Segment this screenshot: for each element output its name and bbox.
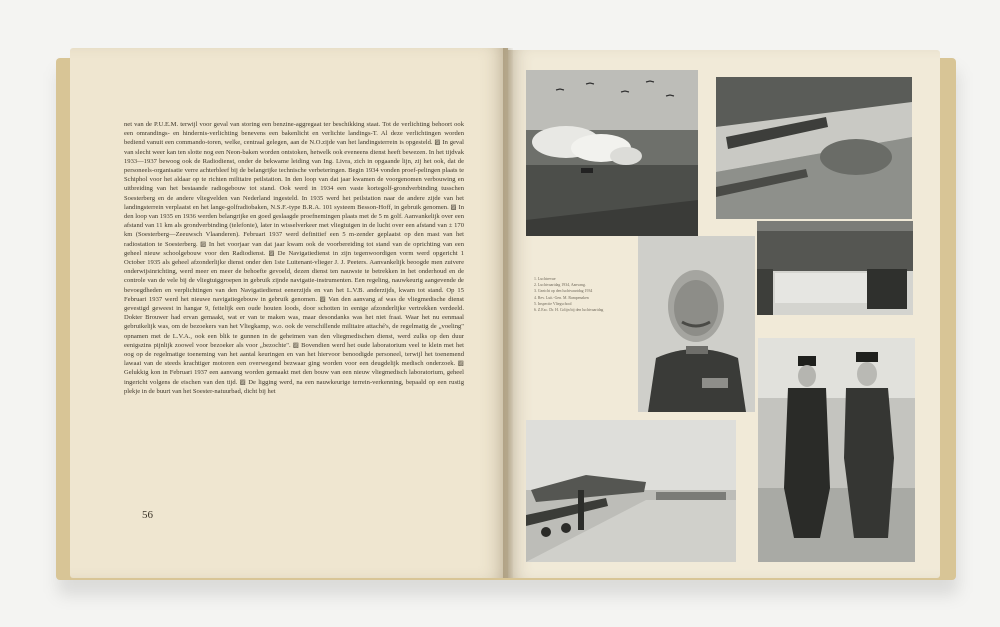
caption-item: 2. Luchtvaartdag 1934, Aanvang. — [534, 283, 586, 288]
photo-portrait-general — [638, 236, 755, 412]
left-page-text: net van de P.U.E.M. terwijl voor geval van storing een benzine-aggregaat ter beschikking staat. Tot de verlichting behoort ook een omrandings- en hindernis-verlichting benevens een bakenlicht en verlichte landings-T. Al deze verlichtingen worden bediend vanuit een commando-toren, welke, centraal gelegen, aan de N.O.zijde van het landingsterrein is opgesteld. ▨ In geval van slecht weer kan ten slotte nog een Neon-baken worden ontstoken, hetwelk ook eveneens dienst heeft bewezen. In het tijdvak 1933—1937 bewoog ook de Radiodienst, onder de bekwame leiding van Ing. Livra, zich in opgaande lijn, zij het ook, dat de personeels-organisatie verre achterbleef bij de belangrijke technische verbeteringen. Begin 1934 vonden proef-pelingen plaats te Schiphol voor het aldaar op te richten militaire peilstation. In den loop van dat jaar kwamen de voorgenomen verbouwing en uitbreiding van het bestaande radiogebouw tot stand. Ook werd in 1934 een vaste kortegolf-grondverbinding tusschen Soesterberg en de andere vliegvelden van Nederland ingesteld. In 1935 werd het peilstation naar de andere zijde van het landingsterrein verplaatst en het lange-golfradiobaken, N.S.F.-type B.R.A. 101 systeem Besson-Hoff, in gebruik genomen. ▨ In den loop van 1935 en 1936 werden belangrijke en goed geslaagde proefnemingen plaats met de 5 m golf. Aanvankelijk over een afstand van 11 km als grondverbinding (telefonie), later in wisselverkeer met vliegtuigen in de lucht over een afstand van ± 170 km (Soesterberg—Zeeuwsch Vlaanderen). Februari 1937 werd definitief een 5 m-zender geplaatst op den mast van het radiostation te Soesterberg. ▨ In het voorjaar van dat jaar kwam ook de voorbereiding tot stand van de oprichting van een geheel nieuw schoolgebouw voor den Radiodienst. ▨ De Navigatiedienst in zijn tegenwoordigen vorm werd opgericht 1 October 1935 als geheel afzonderlijke dienst onder den 1ste Luitenant-vlieger J. J. Peeters. Aanvankelijk beoogde men zuivere onderwijsinrichting, werd meer en meer de behoefte gevoeld, dezen dienst ten nauwste te betrekken in het onderhoud en de controle van de vele bij de vliegtuiggroepen in gebruik zijnde navigatie-instrumenten. Een regeling, nauwkeurig aangevende de bevoegdheden en verplichtingen van den Navigatiedienst eenerzijds en van het L.V.B. anderzijds, kwam tot stand. Op 15 Februari 1937 werd het nieuwe navigatiegebouw in gebruik genomen. ▨ Van den aanvang af was de vliegmedische dienst gevestigd geweest in hangar 9, feitelijk een oude houten loods, door schotten in eenige afzonderlijke vertrekken verdeeld. Dokter Brouwer had ervan gemaakt, wat er van te maken was, maar desondanks was het niet fraai. Waar het nu eenmaal gebruikelijk was, om de bezoekers van het Vliegkamp, w.o. ook de verschillende militaire attaché's, de regelmatig de „voeling" opnamen met de L.V.A., ook een blik te gunnen in de geheimen van den vliegmedischen dienst, werd zulks op den duur eenigszins pijnlijk zoowel voor bezoeker als voor „bezochte". ▨ Bovendien werd het oude laboratorium veel te klein met het oog op de regelmatige toeneming van het aantal keuringen en van het hiervoor benoodigde personeel, terwijl het toenemend lawaai van de steeds krachtiger motoren een overwegend bezwaar ging worden voor een deugdelijk medisch onderzoek. ▨ Gelukkig kon in Februari 1937 een aanvang worden gemaakt met den bouw van een nieuw vliegmedisch laboratorium, geheel ingericht volgens de eischen van den tijd. ▨ De ligging werd, na een nauwkeurige terrein-verkenning, bepaald op een rustig plekje in de buurt van het Soester-natuurbad, dicht bij het — [124, 121, 464, 395]
caption-item: 4. Rev. Luit.-Gen. M. Rampenaken — [534, 295, 589, 300]
photo-air-show — [526, 70, 698, 236]
caption-item: 3. Gezicht op den luchtvaartdag 1934 — [534, 289, 593, 294]
book-gutter — [503, 48, 513, 578]
photo-captions — [534, 276, 630, 313]
photo-aerial-view — [716, 77, 912, 219]
photo-crowd — [757, 221, 913, 315]
caption-item: 5. Inspectie Vliegschool — [534, 301, 572, 306]
photo-airfield-planes — [526, 420, 736, 562]
caption-item: 1. Luchtrevue — [534, 277, 556, 281]
caption-item: 6. Z.Exc. Dr. H. Colijn bij den luchtvaartdag — [534, 308, 604, 313]
photo-two-men — [758, 338, 915, 562]
page-number: 56 — [142, 509, 153, 521]
